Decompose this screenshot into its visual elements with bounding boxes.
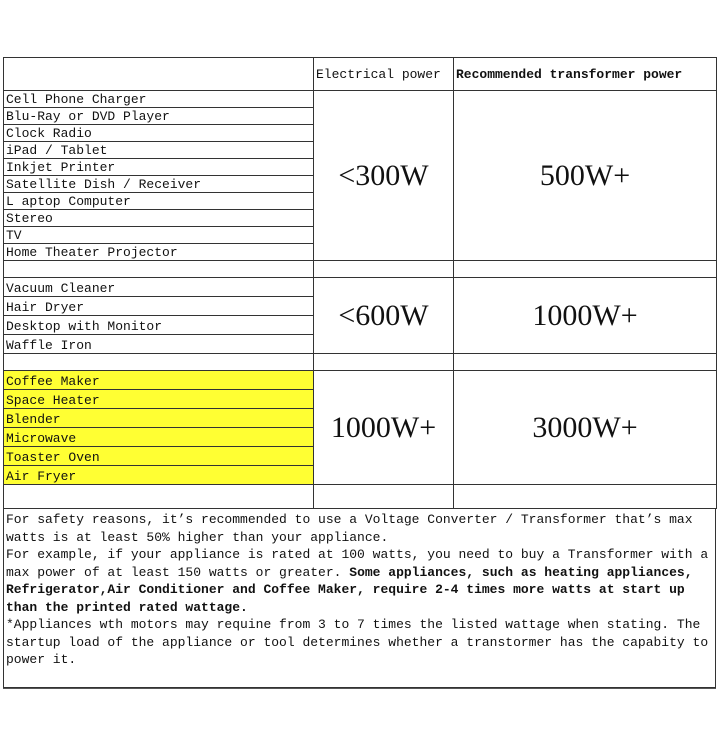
empty-cell: [4, 261, 314, 278]
appliance-name: iPad / Tablet: [4, 142, 314, 159]
note-example: [6, 546, 713, 616]
table-row: [4, 278, 717, 297]
electrical-power-value: <300W: [314, 91, 454, 261]
electrical-power-value: 1000W+: [314, 371, 454, 485]
spacer-row: [4, 261, 717, 278]
appliance-name: Microwave: [4, 428, 314, 447]
appliance-name: Home Theater Projector: [4, 244, 314, 261]
electrical-power-value: <600W: [314, 278, 454, 354]
power-table: [3, 57, 717, 509]
transformer-power-value: 500W+: [454, 91, 717, 261]
appliance-name: Desktop with Monitor: [4, 316, 314, 335]
appliance-name: Blu-Ray or DVD Player: [4, 108, 314, 125]
header-row: [4, 58, 717, 91]
empty-cell: [454, 261, 717, 278]
transformer-power-value: 3000W+: [454, 371, 717, 485]
appliance-name: Coffee Maker: [4, 371, 314, 390]
appliance-name: Blender: [4, 409, 314, 428]
empty-cell: [454, 485, 717, 509]
appliance-name: Air Fryer: [4, 466, 314, 485]
note-example-text: For example, if your appliance is rated at 100 watts, you need to buy a Transformer with a max power of at least 150 watts or greater.: [6, 547, 709, 580]
appliance-name: Vacuum Cleaner: [4, 278, 314, 297]
empty-cell: [454, 354, 717, 371]
appliance-name: Waffle Iron: [4, 335, 314, 354]
table-row: [4, 371, 717, 390]
appliance-name: Hair Dryer: [4, 297, 314, 316]
empty-cell: [314, 261, 454, 278]
note-motors: *Appliances wth motors may requine from 3 to 7 times the listed wattage when stating. The startup load of the appliance or tool determines whether a transtormer has the capabity to power it.: [6, 617, 709, 667]
note-startup-warning: Some appliances, such as heating appliances, Refrigerator,Air Conditioner and Coffee Maker, require 2-4 times more watts at start up than the printed rated wattage.: [6, 564, 693, 615]
appliance-name: Satellite Dish / Receiver: [4, 176, 314, 193]
appliance-name: L aptop Computer: [4, 193, 314, 210]
header-appliance: [4, 58, 314, 91]
header-transformer-power: Recommended transformer power: [454, 58, 717, 91]
appliance-name: Space Heater: [4, 390, 314, 409]
note-safety: For safety reasons, it’s recommended to use a Voltage Converter / Transformer that’s max watts is at least 50% higher than your appliance.: [6, 512, 693, 545]
appliance-name: Cell Phone Charger: [4, 91, 314, 108]
table-row: [4, 91, 717, 108]
empty-cell: [4, 485, 314, 509]
appliance-name: Clock Radio: [4, 125, 314, 142]
spacer-row: [4, 354, 717, 371]
appliance-name: TV: [4, 227, 314, 244]
transformer-power-value: 1000W+: [454, 278, 717, 354]
header-electrical-power: Electrical power: [314, 58, 454, 91]
appliance-name: Toaster Oven: [4, 447, 314, 466]
empty-cell: [314, 354, 454, 371]
empty-cell: [314, 485, 454, 509]
appliance-name: Stereo: [4, 210, 314, 227]
safety-notes: [3, 508, 716, 688]
appliance-name: Inkjet Printer: [4, 159, 314, 176]
spacer-row: [4, 485, 717, 509]
empty-cell: [4, 354, 314, 371]
